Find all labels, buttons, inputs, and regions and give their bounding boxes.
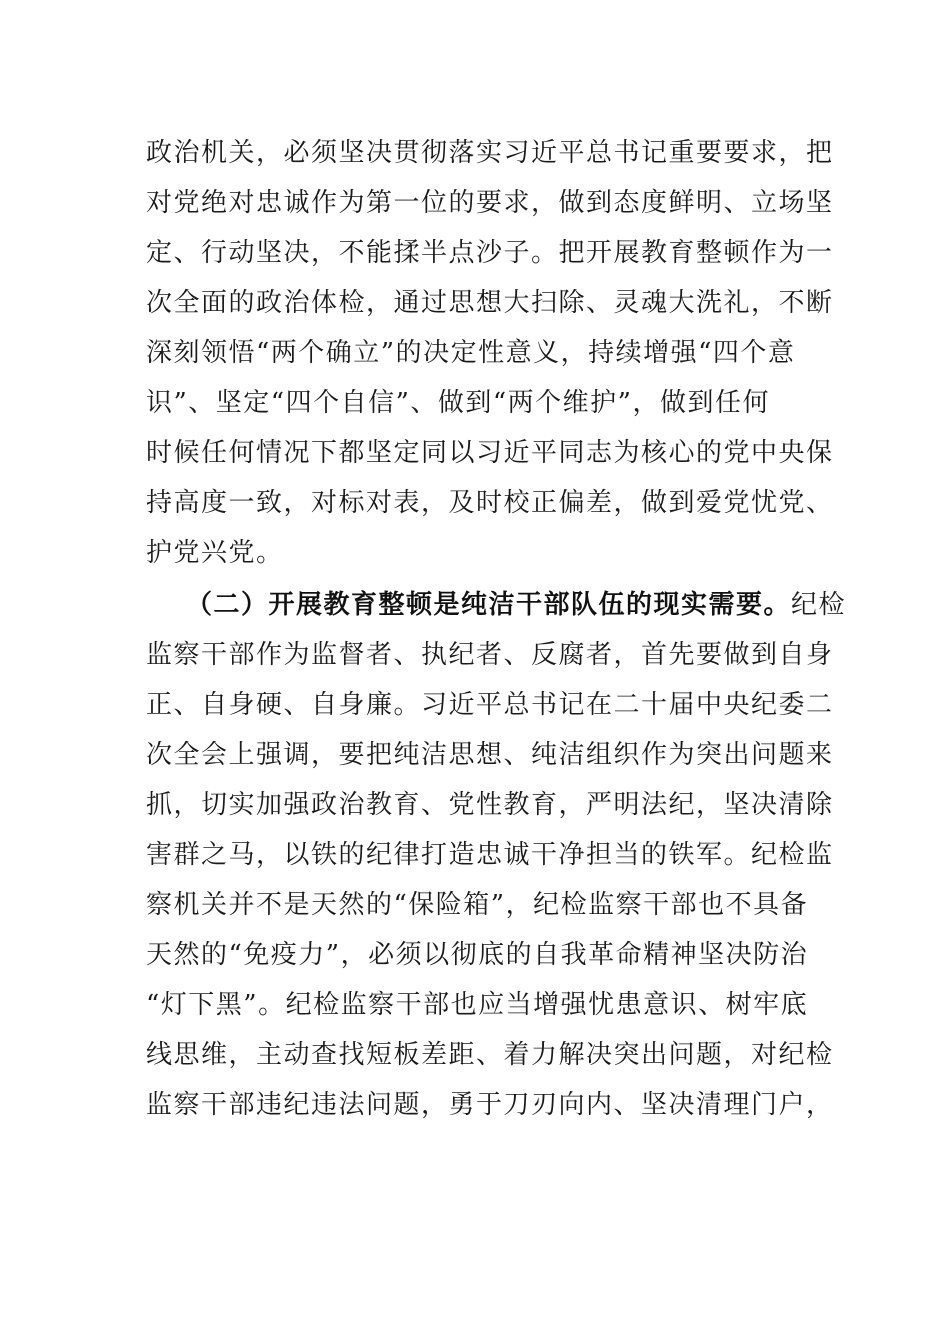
text-line: 次全面的政治体检，通过思想大扫除、灵魂大洗礼，不断 bbox=[146, 288, 834, 318]
text-line: 察机关并不是天然的“保险箱”，纪检监察干部也不具备 bbox=[146, 890, 809, 920]
text-line: 监察干部作为监督者、执纪者、反腐者，首先要做到自身 bbox=[146, 640, 834, 670]
section-heading: （二）开展教育整顿是纯洁干部队伍的现实需要。 bbox=[186, 590, 792, 620]
text-line: 持高度一致，对标对表，及时校正偏差，做到爱党忧党、 bbox=[146, 488, 834, 518]
paragraph-first-line bbox=[146, 580, 847, 630]
text-line: “灯下黑”。纪检监察干部也应当增强忧患意识、树牢底 bbox=[146, 990, 809, 1020]
text-line: 线思维，主动查找短板差距、着力解决突出问题，对纪检 bbox=[146, 1040, 834, 1070]
text-line: 天然的“免疫力”，必须以彻底的自我革命精神坚决防治 bbox=[146, 940, 809, 970]
text-line: 政治机关，必须坚决贯彻落实习近平总书记重要要求，把 bbox=[146, 138, 834, 168]
text-line: 时候任何情况下都坚定同以习近平同志为核心的党中央保 bbox=[146, 438, 834, 468]
text-line: 定、行动坚决，不能揉半点沙子。把开展教育整顿作为一 bbox=[146, 238, 834, 268]
heading-continuation: 纪检 bbox=[791, 590, 847, 620]
text-line: 次全会上强调，要把纯洁思想、纯洁组织作为突出问题来 bbox=[146, 740, 834, 770]
paragraph-pure-cadre-team bbox=[146, 580, 847, 1130]
text-line: 监察干部违纪违法问题，勇于刀刃向内、坚决清理门户， bbox=[146, 1090, 834, 1120]
text-line: 抓，切实加强政治教育、党性教育，严明法纪，坚决清除 bbox=[146, 790, 834, 820]
text-line: 护党兴党。 bbox=[146, 538, 284, 568]
paragraph-political-loyalty bbox=[146, 128, 834, 578]
text-line: 正、自身硬、自身廉。习近平总书记在二十届中央纪委二 bbox=[146, 690, 834, 720]
text-line: 深刻领悟“两个确立”的决定性意义，持续增强“四个意 bbox=[146, 338, 796, 368]
text-line: 识”、坚定“四个自信”、做到“两个维护”，做到任何 bbox=[146, 388, 770, 418]
text-line: 对党绝对忠诚作为第一位的要求，做到态度鲜明、立场坚 bbox=[146, 188, 834, 218]
text-line: 害群之马，以铁的纪律打造忠诚干净担当的铁军。纪检监 bbox=[146, 840, 834, 870]
